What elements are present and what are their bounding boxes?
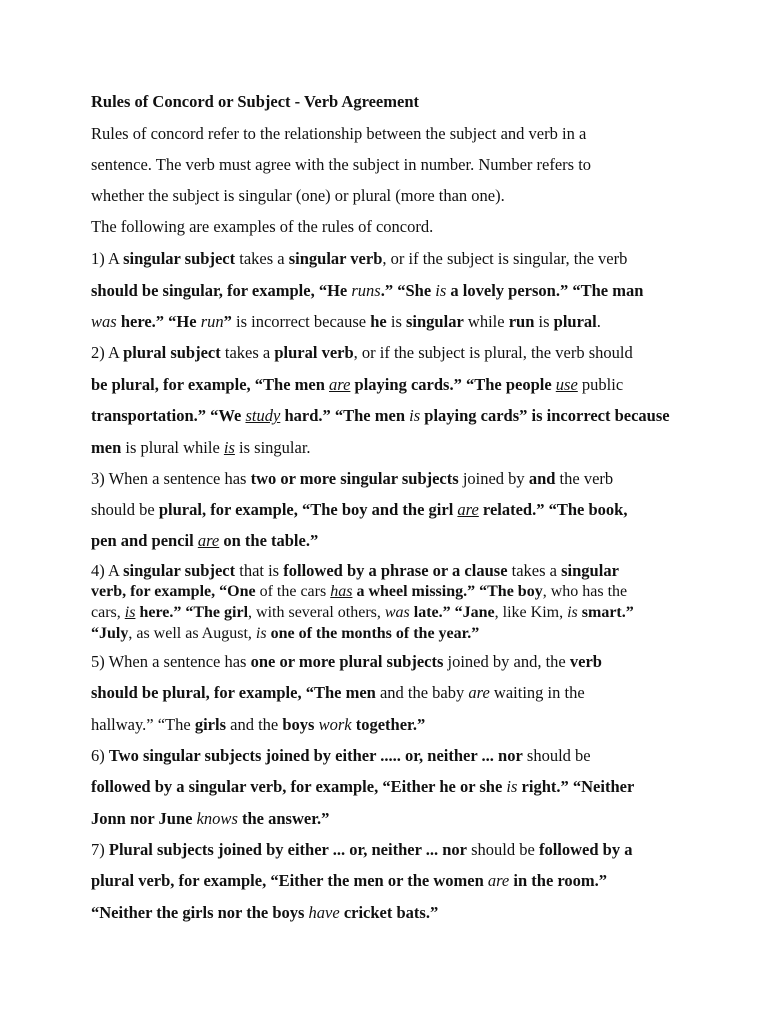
text-run: are — [487, 871, 510, 890]
text-run: whether the subject is singular (one) or plural (more than one). — [91, 186, 505, 205]
text-run: is — [255, 625, 267, 642]
text-run: plural subject — [123, 343, 221, 362]
text-run: plural — [553, 312, 597, 331]
text-run: , like Kim, — [494, 604, 568, 621]
text-run: singular — [561, 561, 619, 580]
text-run: . — [596, 312, 601, 331]
text-line — [91, 280, 643, 302]
text-run: “July — [91, 625, 129, 642]
text-run: She — [405, 281, 432, 300]
text-run: the verb — [555, 469, 614, 488]
text-run: followed by a phrase or a clause — [283, 561, 508, 580]
text-run: cricket bats.” — [339, 903, 439, 922]
text-run: ” — [223, 312, 232, 331]
text-run: he — [370, 312, 387, 331]
text-line — [91, 437, 311, 459]
text-line — [91, 745, 591, 767]
text-run: run — [508, 312, 535, 331]
text-run: , who has the — [542, 583, 628, 600]
text-run: together.” — [351, 715, 426, 734]
text-run: public — [577, 375, 624, 394]
text-run: singular verb — [288, 249, 383, 268]
text-run: is — [124, 604, 136, 621]
text-run: in the room.” — [509, 871, 608, 890]
text-run: joined by — [458, 469, 529, 488]
text-run: plural — [158, 500, 202, 519]
text-run: work — [318, 715, 352, 734]
text-run: takes a — [235, 249, 289, 268]
text-run: is — [409, 406, 421, 425]
text-run: transportation.” “We — [91, 406, 246, 425]
text-run: 1) A — [91, 249, 124, 268]
text-run: the answer.” — [237, 809, 330, 828]
text-line — [91, 839, 632, 861]
text-run: , for example, “The men — [205, 683, 376, 702]
text-run: is — [223, 438, 235, 457]
text-run: “Neither the girls nor the boys — [91, 903, 309, 922]
text-run: , for example, “The boy and the girl — [201, 500, 458, 519]
text-run: on the table.” — [219, 531, 319, 550]
text-run: playing cards.” “The people — [350, 375, 556, 394]
text-run: The following are examples of the rules of concord. — [91, 217, 434, 236]
text-line — [91, 185, 505, 207]
text-run: and the — [226, 715, 283, 734]
text-line — [91, 623, 479, 645]
text-run: is plural while — [121, 438, 224, 457]
text-run: plural verb — [274, 343, 354, 362]
text-run: use — [555, 375, 578, 394]
text-run: Plural subjects joined by either ... or, neither ... nor — [108, 840, 467, 859]
text-run: is singular. — [234, 438, 311, 457]
text-run: run — [200, 312, 224, 331]
text-run: Two singular subjects joined by either ..... or, neither ... nor — [108, 746, 523, 765]
text-run: are — [197, 531, 220, 550]
text-run: and the baby — [375, 683, 469, 702]
text-run: while — [463, 312, 509, 331]
text-run: verb — [91, 583, 123, 600]
text-run: followed by a singular verb — [91, 777, 283, 796]
text-run: , or if the subject is plural, the verb should — [353, 343, 633, 362]
text-run: was — [384, 604, 410, 621]
text-run: , for example, “Either the men or the women — [170, 871, 488, 890]
text-run: has — [330, 583, 353, 600]
text-line — [91, 374, 623, 396]
text-run: be plural, for example, “The men — [91, 375, 330, 394]
text-run: singular subject — [123, 249, 236, 268]
text-run: one or more plural subjects — [250, 652, 444, 671]
text-run: is — [506, 777, 518, 796]
text-run: runs — [351, 281, 381, 300]
text-run: 3) When a sentence has — [91, 469, 251, 488]
text-run: , with several others, — [248, 604, 385, 621]
text-run: is incorrect because — [231, 312, 371, 331]
text-line — [91, 776, 634, 798]
text-run: one of the months of the year.” — [266, 625, 480, 642]
text-run: and — [528, 469, 556, 488]
text-run: was — [91, 312, 117, 331]
text-run: , for example, “Either he or she — [282, 777, 507, 796]
text-run: should be — [91, 500, 159, 519]
text-run: should be singular, for example, “He — [91, 281, 352, 300]
text-run: , as well as August, — [128, 625, 256, 642]
text-run: boys — [282, 715, 315, 734]
text-run: are — [457, 500, 479, 519]
text-line — [91, 560, 619, 582]
text-run: related.” “The book, — [478, 500, 628, 519]
text-run: sentence. The verb must agree with the subject in number. Number refers to — [91, 155, 592, 174]
text-run: 5) When a sentence has — [91, 652, 251, 671]
text-run: knows — [196, 809, 238, 828]
text-line — [91, 808, 329, 830]
text-run: smart.” — [577, 604, 634, 621]
text-run: that is — [235, 561, 284, 580]
text-run: here.” “He — [116, 312, 201, 331]
text-run: Rules of concord refer to the relationship between the subject and verb in a — [91, 124, 587, 143]
text-line — [91, 530, 318, 552]
text-run: late.” “Jane — [409, 604, 495, 621]
text-run: right.” “Neither — [517, 777, 635, 796]
text-run: should be — [466, 840, 539, 859]
text-line — [91, 311, 601, 333]
text-run: is — [386, 312, 406, 331]
text-run: a lovely person.” “The man — [446, 281, 644, 300]
text-line — [91, 342, 633, 364]
text-run: 6) — [91, 746, 109, 765]
text-line — [91, 499, 627, 521]
text-run: singular subject — [123, 561, 236, 580]
text-run: men — [91, 438, 122, 457]
text-line — [91, 682, 585, 704]
text-run: Jonn nor June — [91, 809, 197, 828]
text-run: followed by a — [538, 840, 633, 859]
text-run: is — [431, 281, 447, 300]
text-run: pen and pencil — [91, 531, 198, 550]
text-line — [91, 602, 634, 624]
text-line — [91, 902, 438, 924]
text-run: of the cars — [255, 583, 331, 600]
text-run: takes a — [220, 343, 275, 362]
text-run: plural verb — [91, 871, 171, 890]
text-run: have — [308, 903, 340, 922]
text-run: waiting in the — [489, 683, 585, 702]
text-run: 2) A — [91, 343, 124, 362]
text-run: here.” “The girl — [135, 604, 249, 621]
text-run: are — [329, 375, 351, 394]
text-run: takes a — [507, 561, 562, 580]
text-run: girls — [194, 715, 227, 734]
text-line — [91, 405, 670, 427]
text-run: singular — [406, 312, 464, 331]
text-run: two or more singular subjects — [250, 469, 459, 488]
text-line — [91, 468, 613, 490]
text-run: is — [534, 312, 554, 331]
text-run: verb — [569, 652, 602, 671]
text-run: .” “ — [380, 281, 406, 300]
text-run: joined by and, the — [443, 652, 570, 671]
text-run: should be plural — [91, 683, 206, 702]
text-run: should be — [522, 746, 591, 765]
text-line — [91, 123, 586, 145]
text-line — [91, 154, 591, 176]
text-line — [91, 651, 602, 673]
text-run: hallway.” “The — [91, 715, 195, 734]
text-run: playing cards” is incorrect because — [420, 406, 670, 425]
text-run: , for example, “One — [122, 583, 256, 600]
text-run: cars, — [91, 604, 125, 621]
text-run: hard.” “The men — [280, 406, 410, 425]
text-line — [91, 714, 425, 736]
text-line — [91, 248, 627, 270]
text-run: study — [245, 406, 281, 425]
text-run: is — [567, 604, 578, 621]
page-title: Rules of Concord or Subject - Verb Agreement — [91, 92, 419, 111]
text-run: are — [468, 683, 490, 702]
text-line — [91, 216, 433, 238]
text-run: a wheel missing.” “The boy — [352, 583, 543, 600]
text-run: , or if the subject is singular, the verb — [382, 249, 628, 268]
text-line — [91, 870, 607, 892]
text-run: 7) — [91, 840, 109, 859]
text-run: 4) A — [91, 561, 124, 580]
text-line — [91, 581, 627, 603]
